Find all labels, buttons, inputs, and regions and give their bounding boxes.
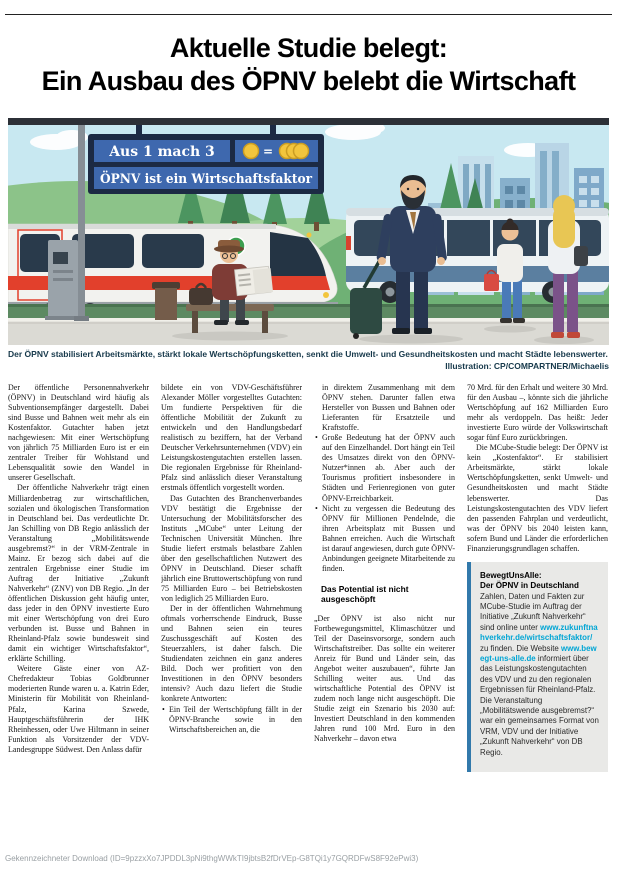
sign-board: [88, 125, 327, 194]
pole-base: [74, 316, 89, 321]
paragraph: Der öffentliche Personennahverkehr (ÖPNV) in Deutschland wird häufig als Subventionsempfänger dargestellt. Dabei sind Busse und Bahnen weit mehr als ein Kostenfaktor. Gutachter haben jetzt nachgewiesen: Mit einer Wertschöpfung von jährlich 75 Milliarden Euro ist er ein zentraler Treiber für Wohlstand und Lebensqualität sowie den Wandel in unserer Gesellschaft.: [8, 383, 149, 483]
infobox-paragraph: Die Veranstaltung „Mobilitätswende ausgebremst?“ war ein gemeinsames Format von VRM, VDV und der Initiative „Zukunft Nahverkehr“ von DB Regio.: [480, 695, 599, 757]
infobox-text: Zahlen, Daten und Fakten zur MCube-Studie im Auftrag der Initiative „Zukunft Nahverkehr“ sind online unter: [480, 591, 586, 632]
station-pole: [78, 122, 85, 320]
link-bewegt-uns-alle[interactable]: www.bewegt-uns-alle.de: [480, 643, 597, 664]
infobox-title-line1: BewegtUnsAlle:: [480, 570, 542, 580]
paragraph: Der öffentliche Nahverkehr trägt einen Milliardenbetrag zur wirtschaftlichen, sozialen und ökologischen Transformation in Deutschland bei. Das verdeutlichte Dr. Jan Schilling von DB Regio anlässlich der Veranstaltung „Mobilitätswende ausgebremst?“ in der VRM-Zentrale in Mainz. Er bezog sich dabei auf die zentralen Ergebnisse einer Studie im Auftrag der Initiative „Zukunft Nahverkehr“ (ZNV) von DB Regio. „In der öffentlichen Diskussion geht häufig unter, dass jeder in den ÖPNV investierte Euro mit einer Wertschöpfung von drei Euro verbunden ist. Busse und Bahnen in Rheinland-Pfalz sowie bundesweit sind damit ein wichtiger Wirtschaftsfaktor“, erklärte Schilling.: [8, 483, 149, 664]
column-4: [467, 383, 608, 845]
headline-line2: Ein Ausbau des ÖPNV belebt die Wirtschaft: [41, 66, 576, 96]
roof-beam: [8, 118, 609, 125]
paragraph: Das Gutachten des Branchenverbandes VDV bestätigt die Ergebnisse der Untersuchung der Mobilitätsforscher des Instituts „MCube“ unter Leitung der Technischen Universität München. Ihre Studie liefert erstmals belastbare Zahlen über den gesellschaftlichen Nutzwert des ÖPNV in Deutschland. Dieser schafft jährlich eine Bruttowertschöpfung von rund 75 Milliarden Euro – bei Betriebskosten von lediglich 25 Milliarden Euro.: [161, 493, 302, 603]
column-1: [8, 383, 149, 845]
station-illustration-svg: [8, 118, 609, 345]
coin-icon: [244, 144, 259, 159]
bullet-item: • Große Bedeutung hat der ÖPNV auch auf den Einzelhandel. Dort hängt ein Teil des Umsatzes direkt von den ÖPNV-Nutzer*innen ab. Aber auch der Tourismus profitiert insbesondere in Städten und Ferienregionen von guter ÖPNV-Erreichbarkeit.: [314, 433, 455, 503]
sign-text-line2: ÖPNV ist ein Wirtschaftsfaktor: [100, 172, 327, 187]
top-rule: [5, 14, 612, 15]
handbag-icon: [574, 246, 588, 266]
shopping-bag-icon: [484, 274, 499, 291]
infobox-title-line2: Der ÖPNV in Deutschland: [480, 581, 579, 591]
paragraph: „Der ÖPNV ist also nicht nur Fortbewegungsmittel, Klimaschützer und Teil der Daseinsvorsorge, sondern auch Wirtschaftstreiber. Das sollte ein weiterer Anreiz für Bund und Länder sein, das Angebot weiter auszubauen“, führte Jan Schilling weiter aus. Und das wirtschaftliche Potential des ÖPNV ist zudem noch lange nicht ausgeschöpft. Die Studie zeigt ein Szenario bis 2030 auf: Investiert Deutschland in den kommenden Jahren rund 100 Mrd. Euro in den Nahverkehr – davon etwa: [314, 613, 455, 744]
link-zukunftnahverkehr[interactable]: www.zukunftnahverkehr.de/wirtschaftsfaktor/: [480, 622, 598, 643]
paragraph: Die MCube-Studie belegt: Der ÖPNV ist kein „Kostenfaktor“. Er stabilisiert Arbeitsmärkte, stärkt lokale Wertschöpfungsketten, senkt Umwelt- und Gesundheitskosten und macht Städte lebenswerter. Das Leistungskostengutachten des VDV liefert den passenden Fahrplan und verdeutlicht, was der ÖPNV bis 2040 leisten kann, sofern Bund und Länder die erforderlichen Finanzierungsgrundlagen schaffen.: [467, 443, 608, 553]
equals-sign: =: [262, 144, 274, 159]
infobox-paragraph: [480, 592, 600, 696]
sign-text-line1: Aus 1 mach 3: [109, 144, 215, 160]
infobox-text: informiert über das Leistungskostengutachten des VDV und zu den regionalen Ergebnissen für Rheinland-Pfalz.: [480, 654, 596, 695]
headline-line1: Aktuelle Studie belegt:: [169, 33, 448, 63]
paragraph: Weitere Gäste einer von AZ-Chefredakteur Tobias Goldbrunner moderierten Runde waren u. a. Katrin Eder, Ministerin für Mobilität von Rheinland-Pfalz, Karina Szwede, Hauptgeschäftsführerin der IHK Rheinhessen, oder Uwe Hiltmann in seiner Funktion als Vorsitzender der VDV-Landesgruppe Südwest. Den Anlass dafür: [8, 664, 149, 754]
trash-bin: [152, 282, 180, 320]
briefcase-icon: [189, 288, 213, 305]
column-2: [161, 383, 302, 845]
section-subheading: Das Potential ist nicht ausgeschöpft: [321, 583, 409, 604]
ticket-machine: [45, 240, 81, 320]
info-box: [467, 562, 608, 772]
suitcase-icon: [350, 288, 382, 334]
station-illustration: [8, 118, 609, 345]
page-title: [0, 32, 617, 98]
hat-icon: [214, 246, 244, 253]
paragraph: in direktem Zusammenhang mit dem ÖPNV stehen. Darunter fallen etwa Hersteller von Bussen und Bahnen oder Lieferanten für Ersatzteile und Kraftstoffe.: [322, 383, 455, 433]
download-watermark: Gekennzeichneter Download (ID=9pzzxXo7JPDDL3pNi9thgWWkTI9jbtsB2fDrVEp-G8TQi1y7GQRDFwS8F92ePwi3): [5, 854, 419, 863]
bullet-item: • Ein Teil der Wertschöpfung fällt in der ÖPNV-Branche sowie in den Wirtschaftsbereichen an, die: [161, 705, 302, 735]
image-caption: Der ÖPNV stabilisiert Arbeitsmärkte, stärkt lokale Wertschöpfungsketten, senkt die Umwelt- und Gesundheitskosten und macht Städte lebenswerter.: [8, 349, 608, 359]
infobox-text: zu finden. Die Website: [480, 643, 561, 653]
article-body: [8, 383, 609, 845]
image-credit: Illustration: CP/COMPARTNER/Michaelis: [445, 361, 609, 371]
bullet-item: • Nicht zu vergessen die Bedeutung des ÖPNV für Millionen Pendelnde, die ihren Arbeitsplatz mit Bussen und Bahnen erreichen. Auch die Wirtschaft ist darauf angewiesen, durch gute ÖPNV-Anbindungen geeignete Mitarbeitende zu finden.: [314, 504, 455, 574]
paragraph: bildete ein von VDV-Geschäftsführer Alexander Möller vorgestelltes Gutachten: Um fundierte Perspektiven für die öffentliche Mobilität der Zukunft zu entwickeln und den Handlungsbedarf realistisch zu beziffern, hat der Verband Deutscher Verkehrsunternehmen (VDV) ein Leistungskostengutachten erstellen lassen. Die regionalen Ergebnisse für Rheinland-Pfalz sind anlässlich dieser Veranstaltung erstmals öffentlich vorgestellt worden.: [161, 383, 302, 493]
newspaper-icon: [235, 266, 274, 296]
three-coins-icon: [280, 144, 309, 159]
paragraph: Der in der öffentlichen Wahrnehmung oftmals vorherrschende Eindruck, Busse und Bahnen seien ein teures Zuschussgeschäft auf Kosten des Steuerzahlers, ist daher falsch. Die Studiendaten zeichnen ein ganz anderes Bild. Doch wer profitiert von den Investitionen in den ÖPNV besonders intensiv? Auch dazu liefert die Studie konkrete Antworten:: [161, 604, 302, 704]
column-3: [314, 383, 455, 845]
paragraph: 70 Mrd. für den Erhalt und weitere 30 Mrd. für den Ausbau –, könnte sich die jährliche Wertschöpfung auf 162 Milliarden Euro mehr als verdoppeln. Das heißt: Jeder investierte Euro würde der Volkswirtschaft sogar fünf Euro zurückbringen.: [467, 383, 608, 443]
blonde-hair: [553, 206, 575, 248]
